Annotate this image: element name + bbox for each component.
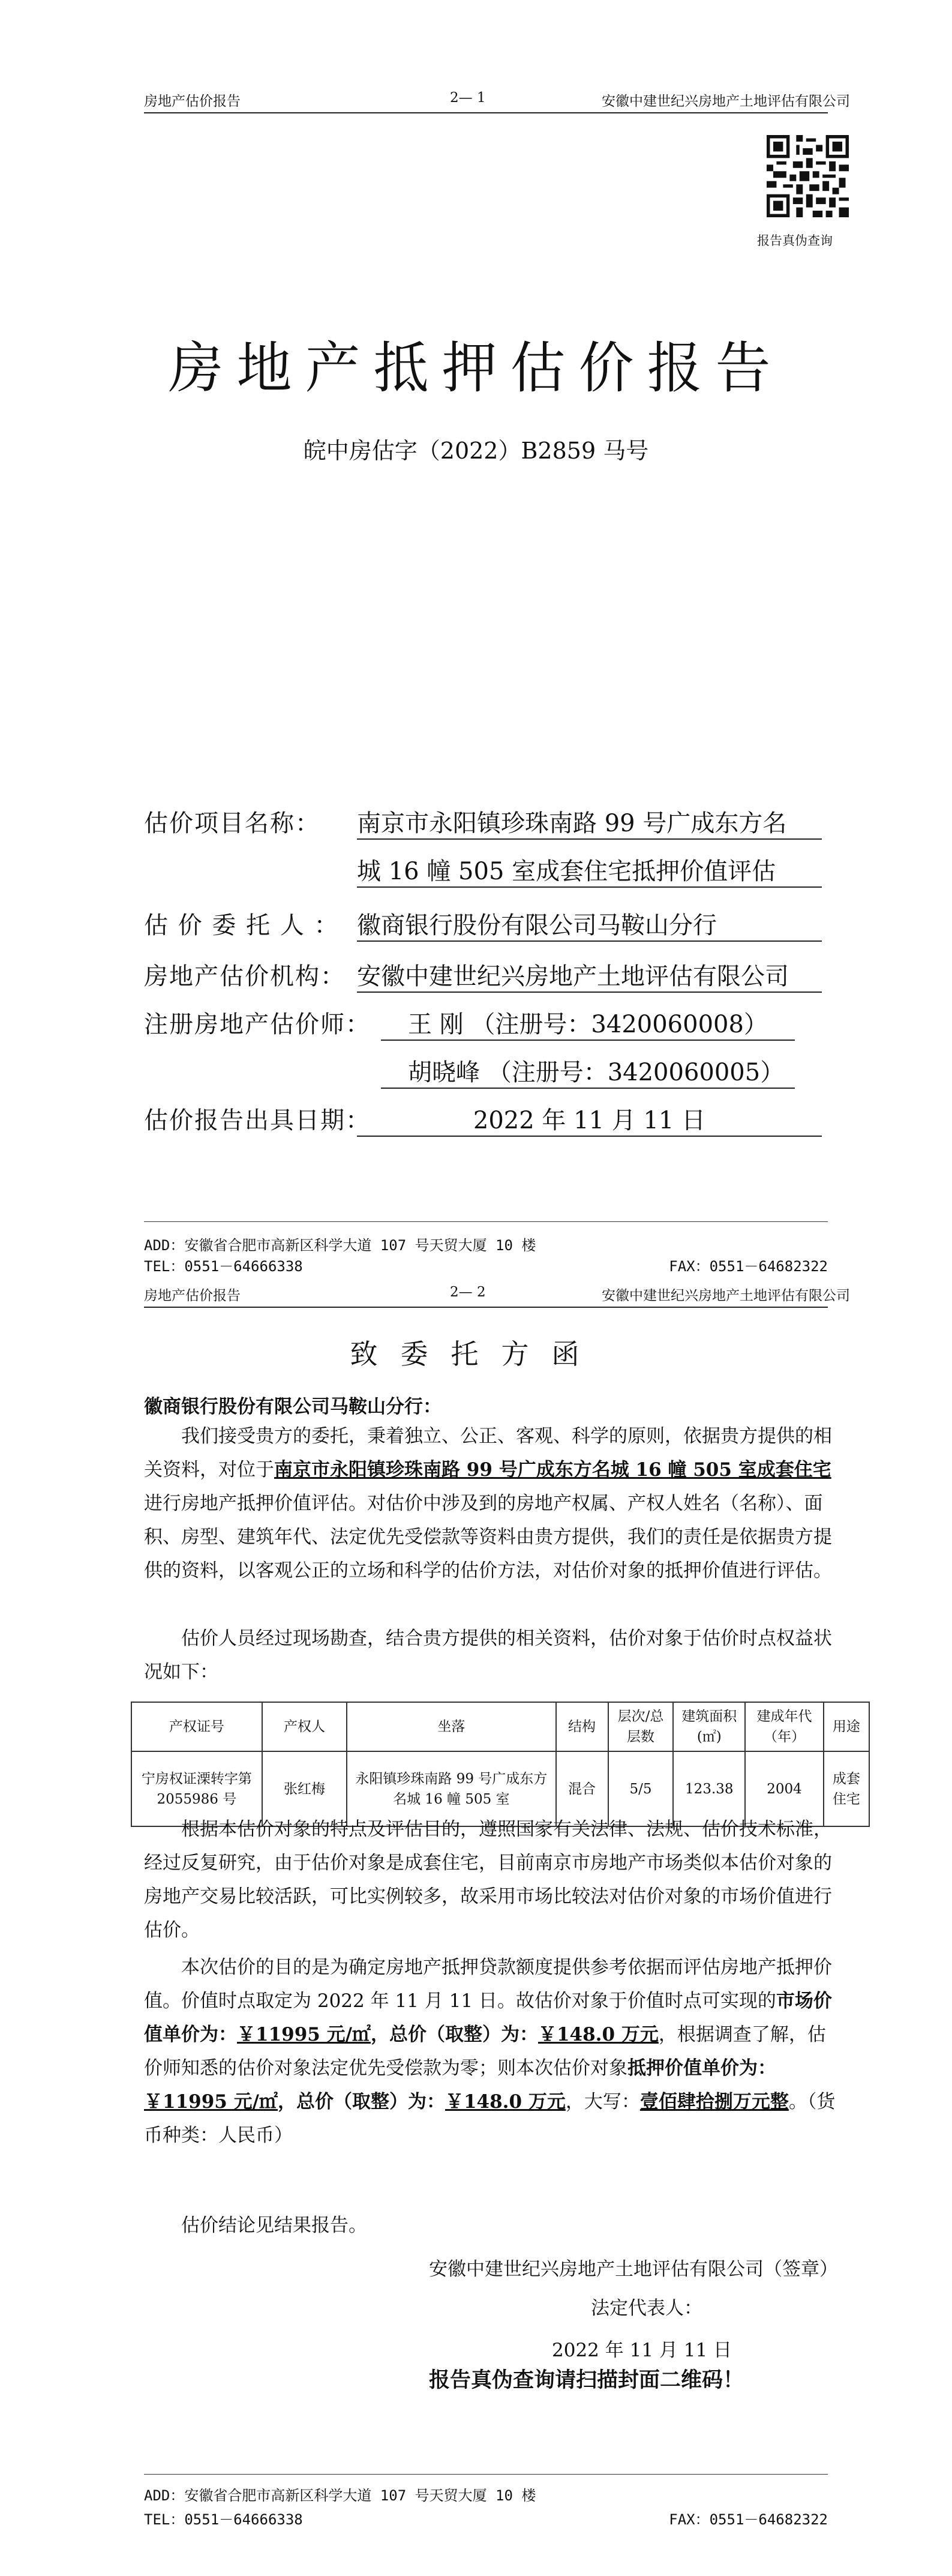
qr-caption: 报告真伪查询 bbox=[757, 233, 833, 248]
paragraph-survey: 估价人员经过现场勘查，结合贵方提供的相关资料，估价对象于估价时点权益状况如下： bbox=[144, 1628, 832, 1683]
info-row-agency bbox=[144, 957, 822, 993]
footer-rule bbox=[144, 1221, 828, 1222]
info-label: 估 价 委 托 人 ： bbox=[144, 912, 340, 939]
footer-address: ADD：安徽省合肥市高新区科学大道 107 号天贸大厦 10 楼 bbox=[144, 2487, 536, 2504]
text-span: 本次估价的目的是为确定房地产抵押贷款额度提供参考依据而评估房地产抵押价值。价值时点取定为 2022 年 11 月 11 日。故估价对象于价值时点可实现的 bbox=[144, 1957, 832, 2012]
cell-usage: 成套住宅 bbox=[824, 1751, 869, 1826]
property-table bbox=[131, 1702, 870, 1827]
column-header: 产权人 bbox=[262, 1702, 347, 1751]
cell-year: 2004 bbox=[745, 1751, 824, 1826]
footer-tel: TEL：0551－64666338 bbox=[144, 2511, 303, 2528]
text-span: ，大写： bbox=[565, 2091, 640, 2113]
column-header: 层次/总层数 bbox=[608, 1702, 674, 1751]
market-total-price: ￥148.0 万元 bbox=[537, 2024, 659, 2045]
cell-location: 永阳镇珍珠南路 99 号广成东方名城 16 幢 505 室 bbox=[347, 1751, 555, 1826]
column-header: 坐落 bbox=[347, 1702, 555, 1751]
info-label: 房地产估价机构： bbox=[144, 963, 346, 990]
footer-fax: FAX：0551－64682322 bbox=[669, 1258, 828, 1275]
footer-contact bbox=[144, 2508, 828, 2529]
text-span: 。（货币种类：人民币） bbox=[144, 2091, 836, 2146]
column-header: 建成年代（年） bbox=[745, 1702, 824, 1751]
info-row-project bbox=[144, 804, 822, 840]
text-span: 抵押价值单价为： bbox=[627, 2057, 776, 2079]
paragraph-conclusion bbox=[144, 1951, 840, 2152]
report-title: 房地产抵押估价报告 bbox=[168, 336, 784, 400]
column-header: 产权证号 bbox=[131, 1702, 262, 1751]
qr-code-icon[interactable] bbox=[767, 135, 849, 217]
signature-date: 2022 年 11 月 11 日 bbox=[552, 2340, 732, 2361]
paragraph-method: 根据本估价对象的特点及评估目的，遵照国家有关法律、法规、估价技术标准，经过反复研究，由于估价对象是成套住宅，目前南京市房地产市场类似本估价对象的房地产交易比较活跃，可比实例较多，故采用市场比较法对估价对象的市场价值进行估价。 bbox=[144, 1819, 832, 1941]
header-left: 房地产估价报告 bbox=[144, 1288, 241, 1304]
footer-contact bbox=[144, 1254, 828, 1275]
letter-addressee: 徽商银行股份有限公司马鞍山分行： bbox=[144, 1396, 442, 1418]
header-rule bbox=[144, 112, 828, 113]
cell-area: 123.38 bbox=[673, 1751, 745, 1826]
column-header: 结构 bbox=[556, 1702, 608, 1751]
info-row-client bbox=[144, 906, 822, 942]
info-label: 估价项目名称： bbox=[144, 810, 320, 837]
cell-floors: 5/5 bbox=[608, 1751, 674, 1826]
text-span: 市场价值单价为： bbox=[144, 1990, 832, 2045]
text-span: ，总价（取整）为： bbox=[277, 2091, 445, 2113]
paragraph-see-report: 估价结论见结果报告。 bbox=[181, 2215, 367, 2236]
header-right: 安徽中建世纪兴房地产土地评估有限公司 bbox=[602, 94, 850, 109]
cell-structure: 混合 bbox=[556, 1751, 608, 1826]
info-value: 城 16 幢 505 室成套住宅抵押价值评估 bbox=[357, 852, 822, 888]
footer-address: ADD：安徽省合肥市高新区科学大道 107 号天贸大厦 10 楼 bbox=[144, 1237, 536, 1254]
signature-representative: 法定代表人： bbox=[591, 2298, 702, 2319]
info-value: 南京市永阳镇珍珠南路 99 号广成东方名 bbox=[357, 804, 822, 840]
table-header-row bbox=[131, 1702, 869, 1751]
amount-in-words: 壹佰肆拾捌万元整 bbox=[639, 2091, 789, 2113]
info-value: 2022 年 11 月 11 日 bbox=[357, 1101, 822, 1137]
mortgage-total-price: ￥148.0 万元 bbox=[445, 2091, 566, 2113]
info-row-date bbox=[144, 1101, 822, 1137]
verification-notice: 报告真伪查询请扫描封面二维码！ bbox=[429, 2368, 744, 2392]
market-unit-price: ￥11995 元/㎡ bbox=[237, 2024, 371, 2045]
info-row-appraiser-2 bbox=[144, 1053, 795, 1089]
paragraph-intro bbox=[144, 1419, 840, 1587]
text-span: ，总价（取整）为： bbox=[370, 2024, 538, 2045]
info-value: 安徽中建世纪兴房地产土地评估有限公司 bbox=[357, 957, 822, 993]
info-value: 胡晓峰 （注册号：3420060005） bbox=[381, 1053, 795, 1089]
report-reference-number: 皖中房估字（2022）B2859 马号 bbox=[303, 438, 649, 464]
letter-title: 致委托方函 bbox=[350, 1338, 602, 1370]
footer-rule bbox=[144, 2474, 828, 2475]
header-left: 房地产估价报告 bbox=[144, 94, 241, 109]
info-label: 估价报告出具日期： bbox=[144, 1107, 371, 1134]
cell-certificate: 宁房权证溧转字第 2055986 号 bbox=[131, 1751, 262, 1826]
mortgage-unit-price: ￥11995 元/㎡ bbox=[144, 2091, 278, 2113]
info-row-project-cont bbox=[144, 852, 822, 888]
header-right: 安徽中建世纪兴房地产土地评估有限公司 bbox=[602, 1288, 850, 1304]
text-span: ，根据调查了解，估价师知悉的估价对象法定优先受偿款为零；则本次估价对象 bbox=[144, 2024, 826, 2079]
text-span: 进行房地产抵押价值评估。对估价中涉及到的房地产权属、产权人姓名（名称）、面积、房型、建筑年代、法定优先受偿款等资料由贵方提供，我们的责任是依据贵方提供的资料，以客观公正的立场和科学的估价方法，对估价对象的抵押价值进行评估。 bbox=[144, 1493, 832, 1581]
signature-company: 安徽中建世纪兴房地产土地评估有限公司（签章） bbox=[429, 2259, 838, 2280]
info-value: 王 刚 （注册号：3420060008） bbox=[381, 1005, 795, 1041]
info-label: 注册房地产估价师： bbox=[144, 1011, 371, 1038]
text-span: 我们接受贵方的委托，秉着独立、公正、客观、科学的原则，依据贵方提供的相关资料，对位于 bbox=[144, 1425, 832, 1481]
info-value: 徽商银行股份有限公司马鞍山分行 bbox=[357, 906, 822, 942]
footer-fax: FAX：0551－64682322 bbox=[669, 2511, 828, 2528]
property-address: 南京市永阳镇珍珠南路 99 号广成东方名城 16 幢 505 室成套住宅 bbox=[274, 1459, 831, 1481]
cell-owner: 张红梅 bbox=[262, 1751, 347, 1826]
header-page-number: 2— 1 bbox=[450, 90, 486, 106]
header-rule bbox=[144, 1307, 828, 1308]
column-header: 建筑面积(㎡) bbox=[673, 1702, 745, 1751]
column-header: 用途 bbox=[824, 1702, 869, 1751]
header-page-number: 2— 2 bbox=[450, 1284, 486, 1300]
footer-tel: TEL：0551－64666338 bbox=[144, 1258, 303, 1275]
info-row-appraiser-1 bbox=[144, 1005, 795, 1041]
